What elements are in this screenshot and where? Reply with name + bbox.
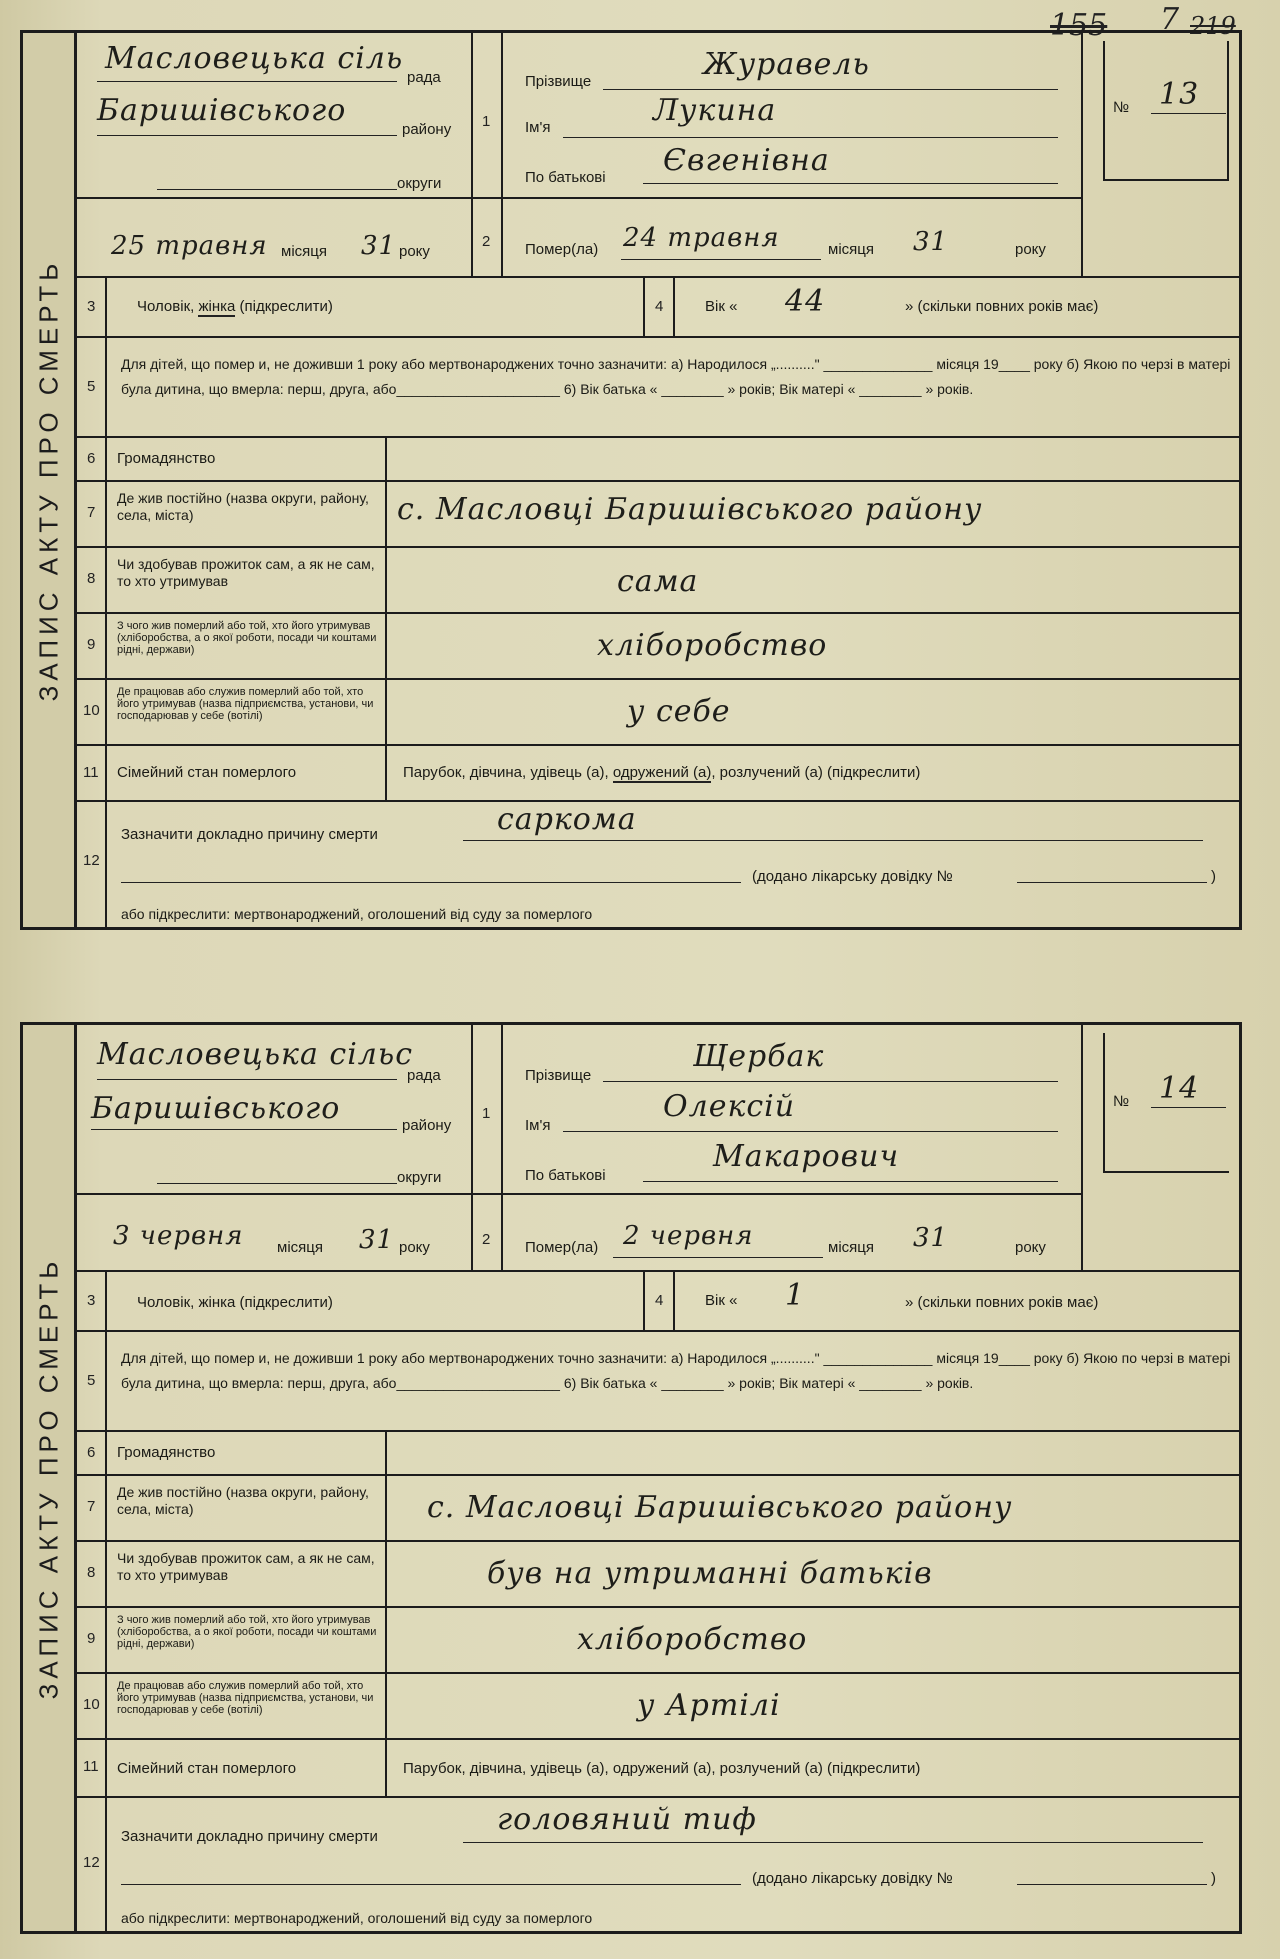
number-label: № [1113,99,1130,116]
death-record-2 [20,1022,1242,1934]
council-cell [77,33,473,276]
deceased-name-cell: Прізвище Журавель Ім'я Лукина По батькові Євгенівна Помер(ла) 24 травня місяця 31 року [503,33,1083,276]
surname-value: Щербак [693,1039,825,1074]
row-livelihood: 8 Чи здобував прожиток сам, а як не сам, то хто утримував був на утриманні батьків [77,1542,1239,1608]
sex-cell [107,278,645,336]
row-sex-age: 3 Чоловік, жінка (підкреслити) 4 Вік « 44 » (скільки повних років має) [77,278,1239,338]
record-form [76,30,1242,930]
death-year: 31 [913,227,949,257]
patronymic-value: Макарович [713,1139,900,1174]
livelihood-value: сама [617,564,699,599]
citizenship-label: Громадянство [117,450,216,467]
workplace-value: у себе [627,694,731,729]
age-hint: » (скільки повних років має) [905,298,1099,315]
age-value: 44 [785,284,826,319]
livelihood-label: Чи здобував прожиток сам, а як не сам, то хто утримував [117,556,375,589]
header-block: Масловецька сільс рада Баришівського району округи 3 червня місяця 31 року 1 2 Прізвище Щербак Ім'я Олексій По батькові Макарович Помер(ла) 2 червня місяця 31 року № 14 [77,1025,1239,1272]
okrug-label: округи [397,175,442,192]
citizenship-value [387,438,1243,480]
district-label: району [402,121,452,138]
record-number-cell [1083,33,1243,276]
row-children: 5 Для дітей, що помер и, не доживши 1 року або мертвонароджених точно зазначити: а) Народилося „.........." ______________ місяця 19____ року б) Якою по черзі в матері була дитина, що вмерла: перш, друга, або_____________________ 6) Вік батька « ________ » років; Вік матері « ________ » років. [77,1332,1239,1432]
died-label: Помер(ла) [525,241,599,258]
workplace-value: у Артілі [637,1688,781,1723]
council-label: рада [407,69,441,86]
surname-label: Прізвище [525,73,592,90]
header-block [77,33,1239,278]
row-occupation: 9 З чого жив померлий або той, хто його утримував (хліборобства, а о якої роботи, посади чи коштами рідні, держави) хліборобство [77,614,1239,680]
record-side-title: ЗАПИС АКТУ ПРО СМЕРТЬ [20,30,76,930]
record-number: 14 [1159,1071,1200,1106]
livelihood-value: був на утриманні батьків [487,1556,933,1591]
age-cell [675,278,1243,336]
patronymic-value: Євгенівна [663,143,830,178]
death-record-1 [20,30,1242,930]
deceased-name-cell: Прізвище Щербак Ім'я Олексій По батькові Макарович Помер(ла) 2 червня місяця 31 року [503,1025,1083,1270]
residence-value: с. Масловці Баришівського району [397,492,983,527]
first-name-value: Лукина [653,93,777,128]
residence-label: Де жив постійно (назва округи, району, села, міста) [117,490,369,523]
registration-year: 31 [359,1225,395,1255]
residence-value: с. Масловці Баришівського району [427,1490,1013,1525]
cause-value: головяний тиф [497,1802,757,1837]
page-number: 7 [1160,2,1180,37]
district-value: Баришівського [97,93,347,128]
certificate-label: (додано лікарську довідку № [752,868,953,885]
death-date: 24 травня [623,223,780,253]
marital-label: Сімейний стан померлого [117,764,297,781]
row-citizenship: 6 Громадянство [77,438,1239,482]
sex-selected: жінка [198,298,236,315]
row-marital: 11 Сімейний стан померлого Парубок, дівчина, удівець (а), одружений (а), розлучений (а) (підкреслити) [77,1740,1239,1798]
age-value: 1 [785,1278,806,1313]
registration-date: 3 червня [113,1221,244,1251]
row-workplace: 10 Де працював або служив померлий або той, хто його утримував (назва підприємства, установи, чи господарював у себе (вотілі) у себе [77,680,1239,746]
cause-label: Зазначити докладно причину смерти [121,826,378,843]
row-residence: 7 Де жив постійно (назва округи, району, села, міста) с. Масловці Баришівського району [77,482,1239,548]
reg-year-label: року [399,243,430,260]
old-page-number-2: 219 [1190,12,1236,40]
occupation-value: хліборобство [597,628,828,663]
patronymic-label: По батькові [525,169,606,186]
council-value: Масловецька сільс [97,1037,414,1072]
marital-options: Парубок, дівчина, удівець (а), одружений (а), розлучений (а) (підкреслити) [403,764,921,781]
row-children: 5 Для дітей, що помер и, не доживши 1 року або мертвонароджених точно зазначити: а) Народилося „.........." ______________ місяця 19____ року б) Якою по черзі в матері була дитина, що вмерла: перш, друга, або_____________________ 6) Вік батька « ________ » років; Вік матері « ________ » років. [77,338,1239,438]
death-date: 2 червня [623,1221,754,1251]
row-marital: 11 Сімейний стан померлого Парубок, дівчина, удівець (а), одружений (а), розлучений (а) (підкреслити) [77,746,1239,802]
row-cause: 12 Зазначити докладно причину смерти саркома (додано лікарську довідку № ) або підкреслити: мертвонароджений, оголошений від суду за померлого [77,802,1239,927]
row-livelihood: 8 Чи здобував прожиток сам, а як не сам, то хто утримував сама [77,548,1239,614]
children-instructions: Для дітей, що помер и, не доживши 1 року або мертвонароджених точно зазначити: а) Народилося „.........." ______________ місяця 19____ року б) Якою по черзі в матері була дитина, що вмерла: перш, друга, або_____________________ 6) Вік батька « ________ » років; Вік матері « ________ » років. [121,356,1231,397]
surname-value: Журавель [703,47,870,82]
cause-value: саркома [497,802,637,837]
old-page-number: 155 [1050,8,1108,43]
record-side-title: ЗАПИС АКТУ ПРО СМЕРТЬ [20,1022,76,1934]
name-label: Ім'я [525,119,551,136]
death-year: 31 [913,1223,949,1253]
sex-label: Чоловік, жінка (підкреслити) [137,1294,333,1311]
district-value: Баришівського [91,1091,341,1126]
row-occupation: 9 З чого жив померлий або той, хто його утримував (хліборобства, а о якої роботи, посади чи коштами рідні, держави) хліборобство [77,1608,1239,1674]
record-number-cell: № 14 [1083,1025,1243,1270]
row-sex-age: 3 Чоловік, жінка (підкреслити) 4 Вік « 1 » (скільки повних років має) [77,1272,1239,1332]
children-cell [107,338,1243,436]
marital-options: Парубок, дівчина, удівець (а), одружений (а), розлучений (а) (підкреслити) [403,1760,921,1777]
reg-month-label: місяця [281,243,327,260]
row-residence: 7 Де жив постійно (назва округи, району, села, міста) с. Масловці Баришівського району [77,1476,1239,1542]
first-name-value: Олексій [663,1089,796,1124]
row-citizenship: 6 Громадянство [77,1432,1239,1476]
row-numbers-cell: 1 2 [473,33,503,276]
council-cell: Масловецька сільс рада Баришівського району округи 3 червня місяця 31 року [77,1025,473,1270]
marital-selected: одружений (а) [612,764,712,781]
workplace-label: Де працював або служив померлий або той, хто його утримував (назва підприємства, установи, чи господарював у себе (вотілі) [117,686,374,722]
registration-date: 25 травня [111,231,268,261]
row-cause: 12 Зазначити докладно причину смерти головяний тиф (додано лікарську довідку № ) або підкреслити: мертвонароджений, оголошений від суду за померлого [77,1798,1239,1933]
record-number: 13 [1159,77,1200,112]
stillborn-text: або підкреслити: мертвонароджений, оголошений від суду за померлого [121,906,593,922]
occupation-label: З чого жив померлий або той, хто його утримував (хліборобства, а о якої роботи, посади чи коштами рідні, держави) [117,620,377,656]
record-form [76,1022,1242,1934]
registration-year: 31 [361,231,397,261]
occupation-value: хліборобство [577,1622,808,1657]
sex-label: Чоловік, жінка (підкреслити) [137,298,333,315]
age-label: Вік « [705,298,738,315]
council-value: Масловецька сіль [105,41,404,76]
row-workplace: 10 Де працював або служив померлий або той, хто його утримував (назва підприємства, установи, чи господарював у себе (вотілі) у Артілі [77,1674,1239,1740]
